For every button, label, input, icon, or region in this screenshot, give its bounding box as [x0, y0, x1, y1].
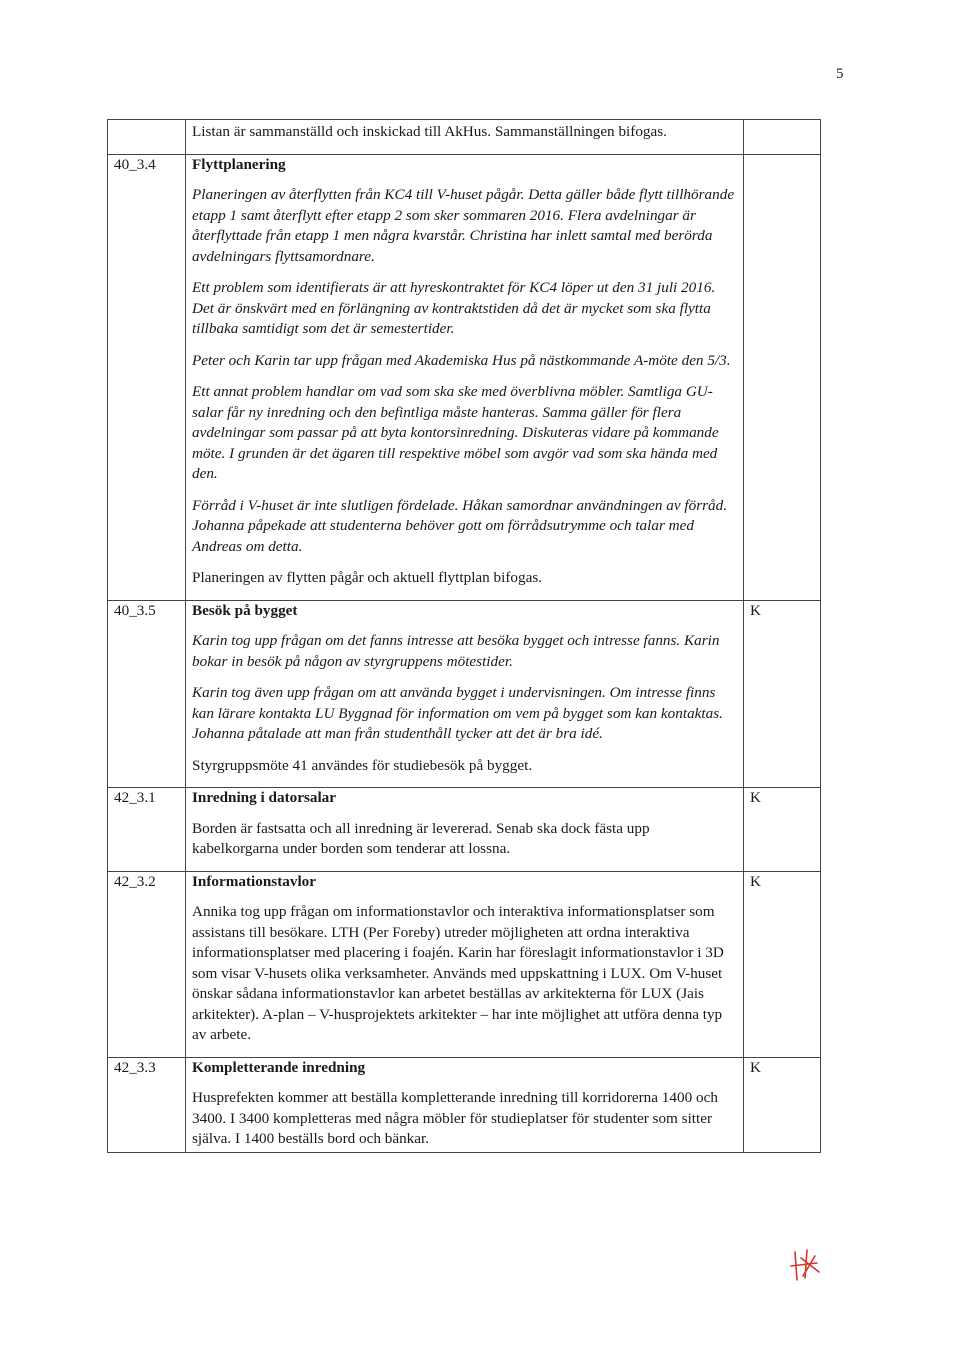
agenda-row	[108, 871, 821, 1057]
item-heading: Kompletterande inredning	[192, 1058, 366, 1076]
responsible-initial: K	[744, 600, 821, 788]
item-number: 42_3.2	[108, 871, 186, 1057]
item-paragraph: Ett annat problem handlar om vad som ska ske med överblivna möbler. Samtliga GU-salar får ny inredning och den befintliga måste hanteras. Samma gäller för flera avdelningar som passar på att byta kontorsinredning. Diskuteras vidare på kommande möte. I grunden är det ägaren till respektive möbel som avgör vad som ska hända med den.	[192, 383, 719, 482]
item-paragraph: Peter och Karin tar upp frågan med Akademiska Hus på nästkommande A-möte den 5/3.	[192, 351, 731, 369]
item-heading: Flyttplanering	[192, 155, 286, 173]
item-heading: Inredning i datorsalar	[192, 789, 337, 806]
agenda-row	[108, 600, 821, 788]
item-paragraph: Planeringen av återflytten från KC4 till V-huset pågår. Detta gäller både flytt tillhörande etapp 1 samt återflytt efter etapp 2 som sker sommaren 2016. Flera avdelningar är återflyttade från etapp 1 men några kvarstår. Christina har inlett samtal med berörda avdelningars flyttsamordnare.	[192, 186, 735, 265]
handwritten-initials-icon	[787, 1246, 827, 1286]
responsible-initial: K	[744, 1057, 821, 1152]
item-content	[186, 154, 744, 600]
item-paragraph: Planeringen av flytten pågår och aktuell flyttplan bifogas.	[192, 569, 543, 586]
item-number	[108, 120, 186, 155]
item-paragraph: Annika tog upp frågan om informationstavlor och interaktiva informationsplatser som assistans till besökare. LTH (Per Foreby) utreder möjligheten att ordna interaktiva informationsplatser med placering i foajén. Karin har föreslagit informationstavlor i 3D som visar V-husets olika verksamheter. Används med uppskattning i LUX. Om V-huset önskar sådana informationstavlor kan arbetet beställas av arkitekterna för LUX (Jais arkitekter). A-plan – V-husprojektets arkitekter – har inte möjlighet att utföra denna typ av arbete.	[192, 903, 724, 1043]
item-heading: Besök på bygget	[192, 601, 298, 619]
responsible-initial	[744, 154, 821, 600]
item-paragraph: Borden är fastsatta och all inredning är levererad. Senab ska dock fästa upp kabelkorgarna under borden som tenderar att lossna.	[192, 819, 650, 857]
item-content	[186, 788, 744, 872]
item-paragraph: Styrgruppsmöte 41 användes för studiebesök på bygget.	[192, 756, 533, 774]
page-number: 5	[836, 66, 844, 82]
item-paragraph: Karin tog upp frågan om det fanns intresse att besöka bygget och intresse fanns. Karin bokar in besök på någon av styrgruppens mötestider.	[192, 632, 720, 670]
item-number: 42_3.3	[108, 1057, 186, 1152]
agenda-row	[108, 1057, 821, 1152]
item-number: 40_3.4	[108, 154, 186, 600]
item-content	[186, 120, 744, 155]
responsible-initial: K	[744, 871, 821, 1057]
item-number: 40_3.5	[108, 600, 186, 788]
minutes-table	[107, 119, 821, 1153]
agenda-row	[108, 788, 821, 872]
item-paragraph: Förråd i V-huset är inte slutligen fördelade. Håkan samordnar användningen av förråd. Johanna påpekade att studenterna behöver gott om förrådsutrymme och talar med Andreas om detta.	[192, 496, 728, 555]
agenda-row	[108, 154, 821, 600]
minutes-body	[108, 120, 821, 1153]
item-content	[186, 871, 744, 1057]
item-paragraph: Ett problem som identifierats är att hyreskontraktet för KC4 löper ut den 31 juli 2016. Det är önskvärt med en förlängning av kontraktstiden då det är mycket som ska flytta tillbaka samtidigt som det är semestertider.	[192, 279, 716, 337]
item-content	[186, 600, 744, 788]
item-paragraph: Karin tog även upp frågan om att använda bygget i undervisningen. Om intresse finns kan lärare kontakta LU Byggnad för information om vem på bygget som kan kontaktas. Johanna påtalade att man från studenthåll tycker att det är bra idé.	[192, 684, 723, 742]
agenda-row	[108, 120, 821, 155]
item-heading: Informationstavlor	[192, 872, 317, 890]
item-paragraph: Listan är sammanställd och inskickad till AkHus. Sammanställningen bifogas.	[192, 123, 667, 140]
responsible-initial	[744, 120, 821, 155]
item-content	[186, 1057, 744, 1152]
item-number: 42_3.1	[108, 788, 186, 872]
responsible-initial: K	[744, 788, 821, 872]
item-paragraph: Husprefekten kommer att beställa kompletterande inredning till korridorerna 1400 och 3400. I 3400 kompletteras med några möbler för studieplatser för studenter som sitter själva. I 1400 beställs bord och bänkar.	[192, 1089, 718, 1147]
